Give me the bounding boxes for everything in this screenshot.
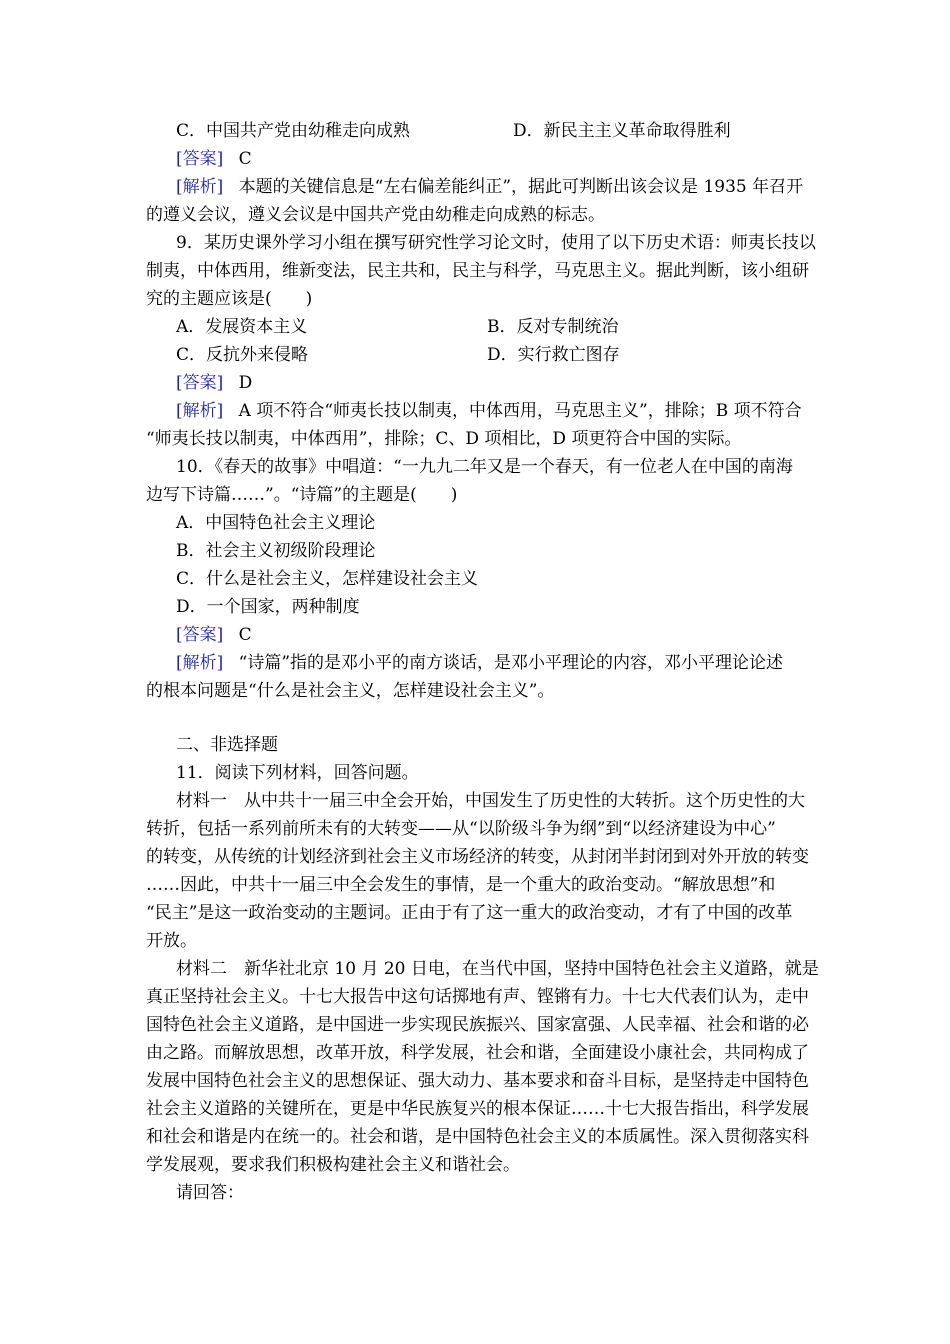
q10-option-a: A．中国特色社会主义理论 [176, 513, 376, 533]
q10-stem-line-1: 10．《春天的故事》中唱道：“一九九二年又是一个春天，有一位老人在中国的南海 [176, 457, 793, 477]
q8-option-c: C．中国共产党由幼稚走向成熟 [176, 121, 411, 141]
answer-tag: [答案] [176, 625, 224, 645]
q10-analysis-line-1: [解析] “诗篇”指的是邓小平的南方谈话，是邓小平理论的内容，邓小平理论论述 [176, 653, 784, 673]
q9-analysis-line-2: “师夷长技以制夷，中体西用”，排除；C、D 项相比，D 项更符合中国的实际。 [146, 429, 742, 449]
q10-option-b: B．社会主义初级阶段理论 [176, 541, 376, 561]
q9-options-ab [176, 316, 808, 338]
q9-option-c: C．反抗外来侵略 [176, 345, 309, 365]
q8-option-d: D．新民主主义革命取得胜利 [513, 121, 731, 141]
q9-stem-line-3: 究的主题应该是( ) [146, 289, 313, 309]
material-2-line: 真正坚持社会主义。十七大报告中这句话掷地有声、铿锵有力。十七大代表们认为，走中 [146, 987, 809, 1007]
q8-analysis-line-1: [解析] 本题的关键信息是“左右偏差能纠正”，据此可判断出该会议是 1935 年召开 [176, 177, 804, 197]
q8-options-cd [176, 120, 808, 142]
material-1-line: 材料一 从中共十一届三中全会开始，中国发生了历史性的大转折。这个历史性的大 [176, 791, 805, 811]
q8-analysis-line-2: 的遵义会议，遵义会议是中国共产党由幼稚走向成熟的标志。 [146, 205, 605, 225]
q9-option-b: B．反对专制统治 [487, 317, 619, 337]
q10-stem-line-2: 边写下诗篇……”。“诗篇”的主题是( ) [146, 485, 458, 505]
analysis-tag: [解析] [176, 401, 224, 421]
material-1-line: “民主”是这一政治变动的主题词。正由于有了这一重大的政治变动，才有了中国的改革 [146, 903, 793, 923]
answer-value: C [238, 625, 252, 645]
q9-option-d: D．实行救亡图存 [487, 345, 620, 365]
analysis-tag: [解析] [176, 177, 224, 197]
answer-value: C [238, 149, 252, 169]
q8-answer [176, 148, 808, 170]
q10-option-c: C．什么是社会主义，怎样建设社会主义 [176, 569, 479, 589]
q10-option-d: D．一个国家，两种制度 [176, 597, 360, 617]
answer-tag: [答案] [176, 149, 224, 169]
material-2-line: 和社会和谐是内在统一的。社会和谐，是中国特色社会主义的本质属性。深入贯彻落实科 [146, 1127, 809, 1147]
answer-value: D [238, 373, 253, 393]
q9-stem-line-2: 制夷，中体西用，维新变法，民主共和，民主与科学，马克思主义。据此判断，该小组研 [146, 261, 809, 281]
material-1-line: 开放。 [146, 931, 197, 951]
q9-answer [176, 372, 808, 394]
q9-option-a: A．发展资本主义 [176, 317, 308, 337]
answer-prompt: 请回答： [176, 1183, 244, 1203]
material-1-line: 的转变，从传统的计划经济到社会主义市场经济的转变，从封闭半封闭到对外开放的转变 [146, 847, 809, 867]
q10-analysis-line-2: 的根本问题是“什么是社会主义，怎样建设社会主义”。 [146, 681, 555, 701]
material-2-line: 由之路。而解放思想，改革开放，科学发展，社会和谐，全面建设小康社会，共同构成了 [146, 1043, 809, 1063]
material-1-line: 转折，包括一系列前所未有的大转变——从“以阶级斗争为纲”到“以经济建设为中心” [146, 819, 776, 839]
material-2-line: 发展中国特色社会主义的思想保证、强大动力、基本要求和奋斗目标，是坚持走中国特色 [146, 1071, 809, 1091]
q9-analysis-line-1: [解析] A 项不符合“师夷长技以制夷，中体西用，马克思主义”，排除；B 项不符合 [176, 401, 802, 421]
material-2-line: 国特色社会主义道路，是中国进一步实现民族振兴、国家富强、人民幸福、社会和谐的必 [146, 1015, 809, 1035]
analysis-tag: [解析] [176, 653, 224, 673]
material-2-line: 社会主义道路的关键所在，更是中华民族复兴的根本保证……十七大报告指出，科学发展 [146, 1099, 809, 1119]
answer-tag: [答案] [176, 373, 224, 393]
q10-answer [176, 624, 808, 646]
material-2-line: 学发展观，要求我们积极构建社会主义和谐社会。 [146, 1155, 520, 1175]
material-1-line: ……因此，中共十一届三中全会发生的事情，是一个重大的政治变动。“解放思想”和 [146, 875, 776, 895]
material-2-line: 材料二 新华社北京 10 月 20 日电，在当代中国，坚持中国特色社会主义道路，就是 [176, 959, 819, 979]
q9-options-cd [176, 344, 808, 366]
q11-stem: 11．阅读下列材料，回答问题。 [176, 763, 419, 783]
q9-stem-line-1: 9．某历史课外学习小组在撰写研究性学习论文时，使用了以下历史术语：师夷长技以 [176, 233, 816, 253]
section-heading: 二、非选择题 [176, 735, 278, 755]
